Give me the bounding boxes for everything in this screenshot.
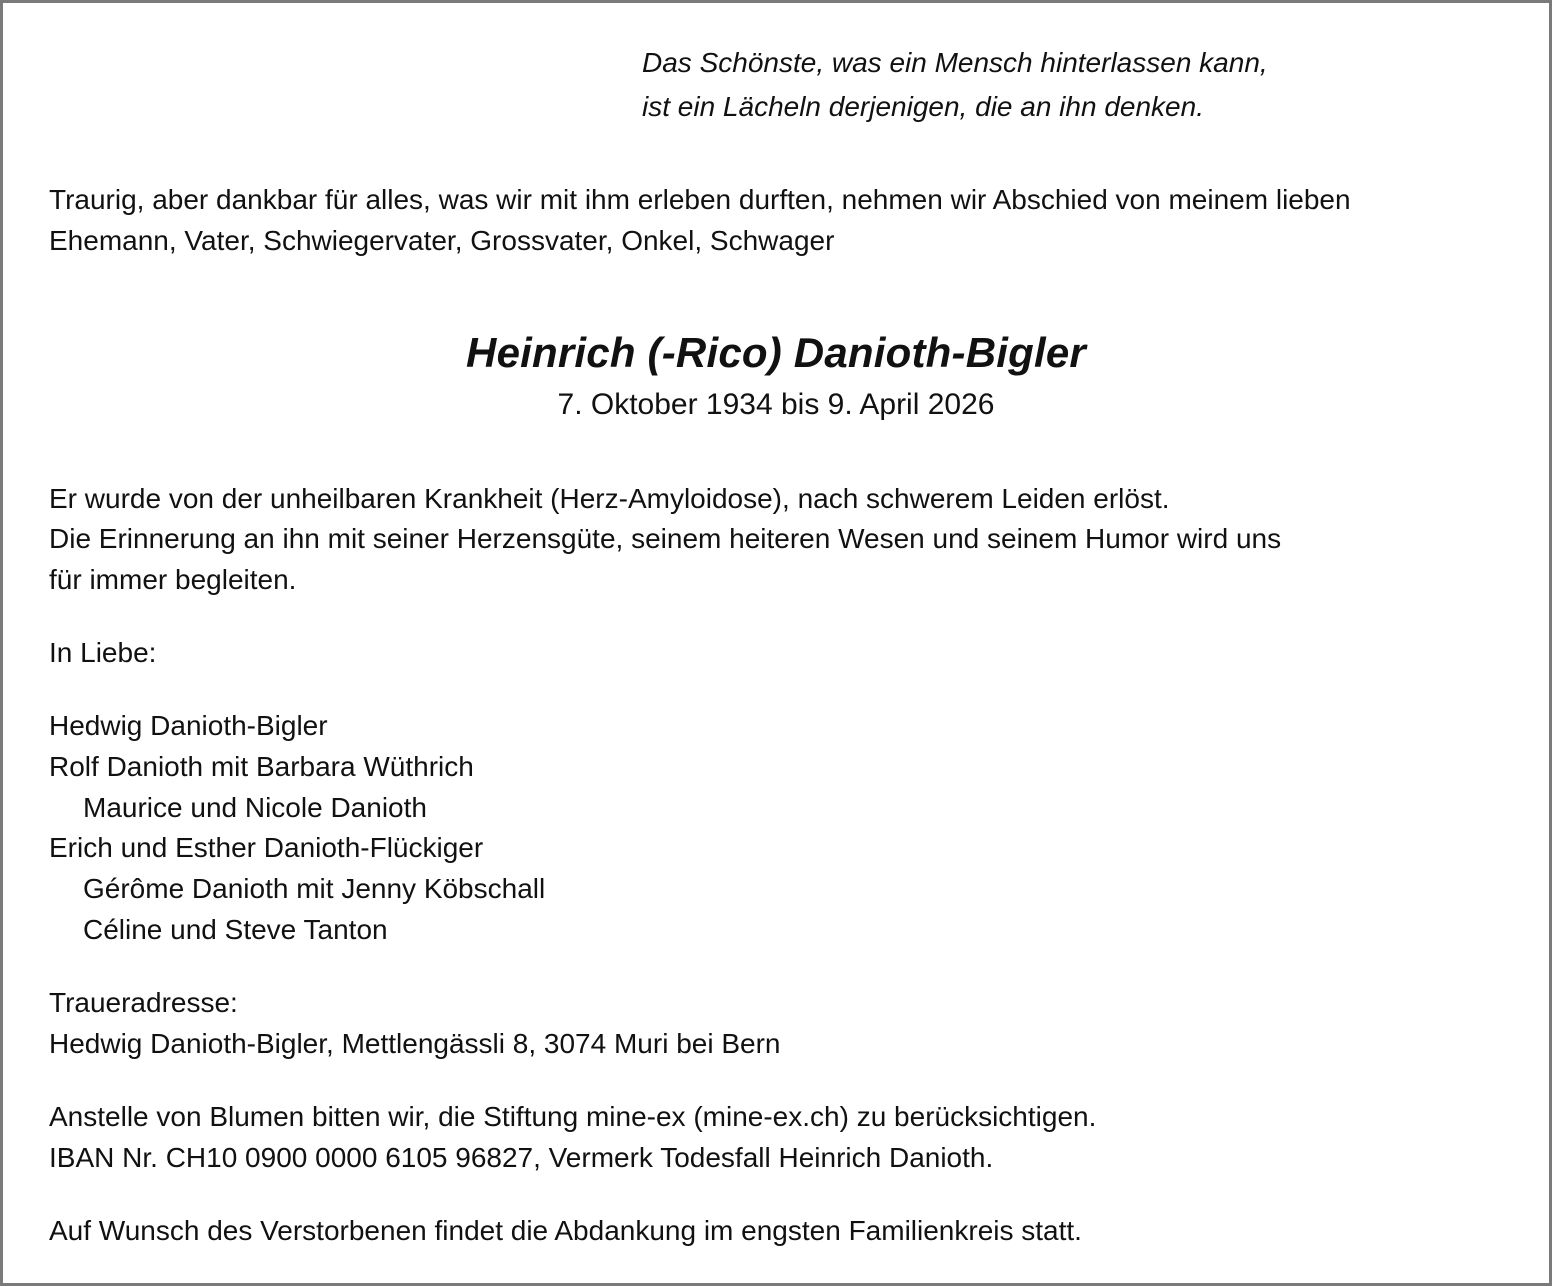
deceased-name: Heinrich (-Rico) Danioth-Bigler	[466, 329, 1086, 376]
quote-line-2: ist ein Lächeln derjenigen, die an ihn denken.	[642, 91, 1204, 122]
family-member: Céline und Steve Tanton	[83, 914, 388, 945]
closing-text: Auf Wunsch des Verstorbenen findet die Abdankung im engsten Familienkreis statt.	[49, 1215, 1082, 1246]
family-member: Hedwig Danioth-Bigler	[49, 710, 328, 741]
intro-line-1: Traurig, aber dankbar für alles, was wir mit ihm erleben durften, nehmen wir Abschied von meinem lieben	[49, 184, 1351, 215]
donation-line-2: IBAN Nr. CH10 0900 0000 6105 96827, Vermerk Todesfall Heinrich Danioth.	[49, 1142, 994, 1173]
intro-line-2: Ehemann, Vater, Schwiegervater, Grossvater, Onkel, Schwager	[49, 225, 835, 256]
address-text: Hedwig Danioth-Bigler, Mettlengässli 8, 3074 Muri bei Bern	[49, 1028, 781, 1059]
family-member: Erich und Esther Danioth-Flückiger	[49, 832, 484, 863]
address-label: Traueradresse:	[49, 987, 238, 1018]
family-member: Maurice und Nicole Danioth	[83, 792, 427, 823]
quote-line-1: Das Schönste, was ein Mensch hinterlassen kann,	[642, 47, 1268, 78]
donation-line-1: Anstelle von Blumen bitten wir, die Stiftung mine-ex (mine-ex.ch) zu berücksichtigen.	[49, 1101, 1097, 1132]
deceased-dates: 7. Oktober 1934 bis 9. April 2026	[557, 388, 995, 421]
message-line-3: für immer begleiten.	[49, 564, 297, 595]
message-line-2: Die Erinnerung an ihn mit seiner Herzensgüte, seinem heiteren Wesen und seinem Humor wird uns	[49, 523, 1282, 554]
message-line-1: Er wurde von der unheilbaren Krankheit (Herz-Amyloidose), nach schwerem Leiden erlöst.	[49, 483, 1170, 514]
family-member: Gérôme Danioth mit Jenny Köbschall	[83, 873, 546, 904]
love-label: In Liebe:	[49, 637, 157, 668]
family-member: Rolf Danioth mit Barbara Wüthrich	[49, 751, 474, 782]
